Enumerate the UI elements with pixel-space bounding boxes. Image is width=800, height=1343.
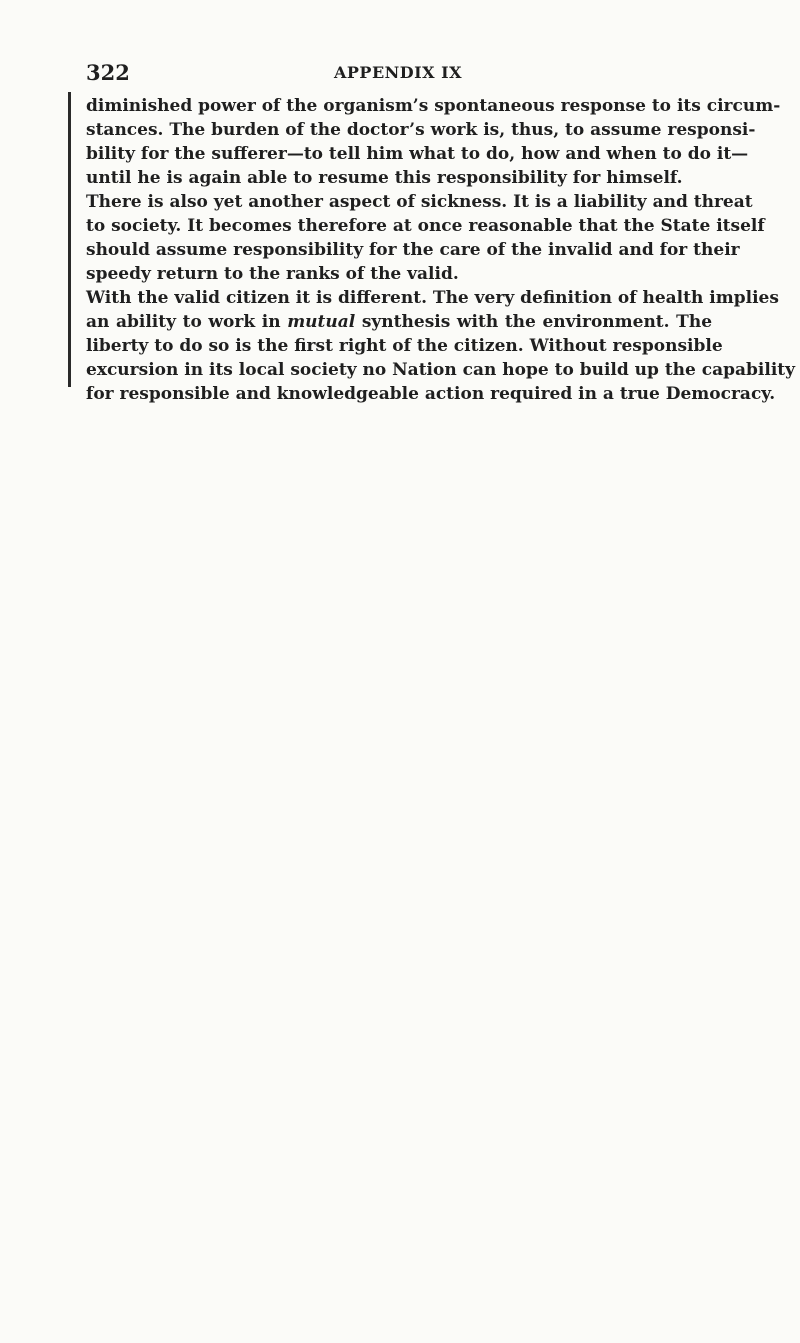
page-header	[86, 60, 710, 90]
running-head: APPENDIX IX	[333, 63, 463, 82]
emphasized-word: mutual	[287, 312, 356, 332]
text-line: bility for the sufferer—to tell him what to do, how and when to do it—	[86, 144, 749, 164]
text-line: speedy return to the ranks of the valid.	[86, 264, 459, 284]
text-line: There is also yet another aspect of sickness. It is a liability and threat	[86, 192, 753, 212]
text-segment: synthesis with the environment. The	[361, 312, 713, 332]
margin-bar	[68, 92, 71, 387]
text-line: excursion in its local society no Nation can hope to build up the capability	[86, 360, 796, 380]
text-line: for responsible and knowledgeable action required in a true Democracy.	[86, 384, 776, 404]
body-text	[86, 94, 796, 406]
text-line-with-emphasis	[86, 310, 712, 334]
page-number: 322	[86, 60, 130, 85]
text-line: until he is again able to resume this responsibility for himself.	[86, 168, 683, 188]
text-segment: an ability to work in	[86, 312, 281, 332]
text-line: should assume responsibility for the care of the invalid and for their	[86, 240, 740, 260]
text-line: to society. It becomes therefore at once reasonable that the State itself	[86, 216, 765, 236]
text-line: diminished power of the organism’s spontaneous response to its circum-	[86, 96, 781, 116]
text-line: liberty to do so is the first right of the citizen. Without responsible	[86, 336, 723, 356]
text-line: With the valid citizen it is different. The very definition of health implies	[86, 288, 779, 308]
text-line: stances. The burden of the doctor’s work is, thus, to assume responsi-	[86, 120, 756, 140]
